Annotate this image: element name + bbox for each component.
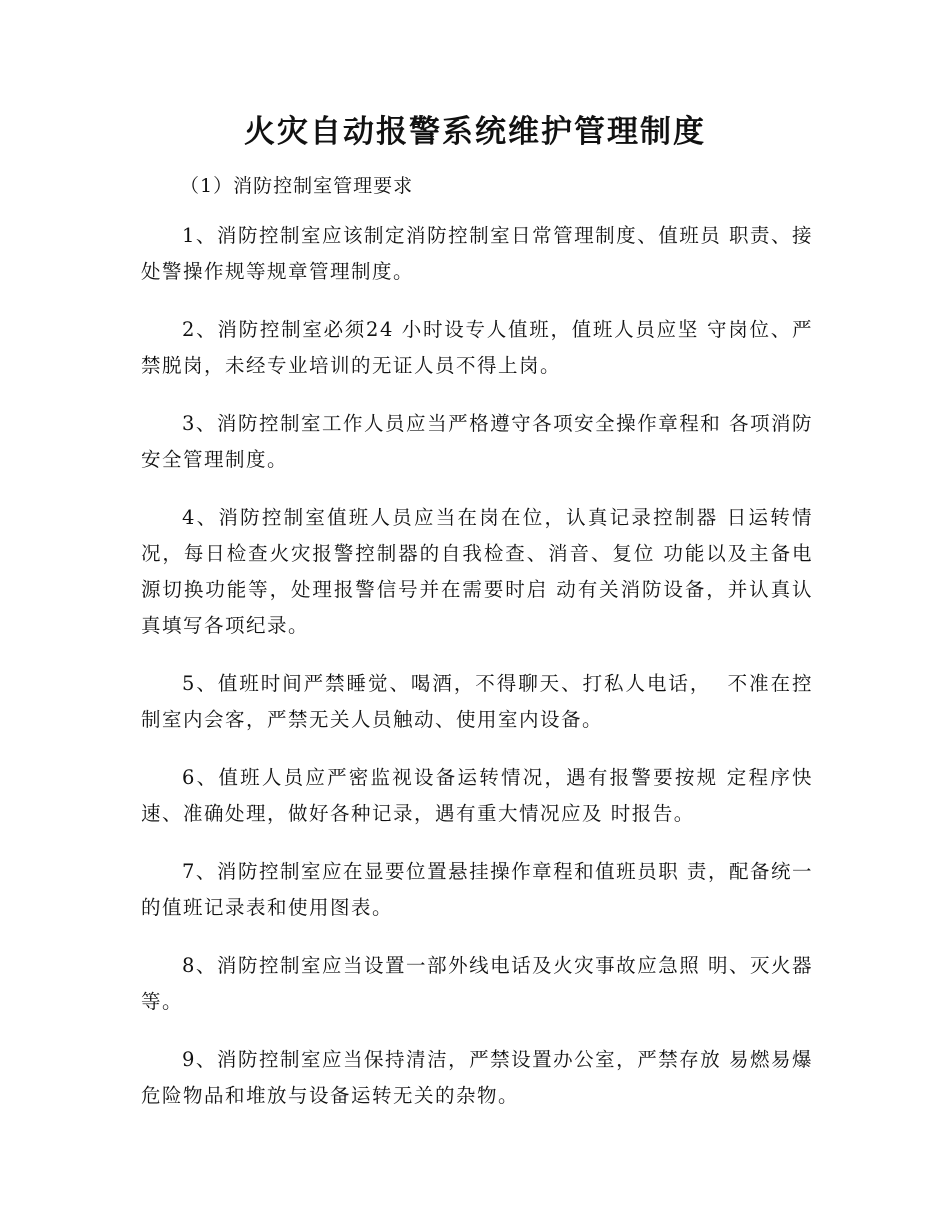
paragraph-4: 4、消防控制室值班人员应当在岗在位，认真记录控制器 日运转情况，每日检查火灾报警控制器的自我检查、消音、复位 功能以及主备电源切换功能等，处理报警信号并在需要时启 动有关消防设备，并认真认真填写各项纪录。 — [141, 506, 813, 637]
section-heading: （1）消防控制室管理要求 — [180, 175, 414, 197]
paragraph-7: 7、消防控制室应在显要位置悬挂操作章程和值班员职 责，配备统一的值班记录表和使用图表。 — [141, 860, 813, 919]
document-body — [141, 218, 813, 1136]
paragraph-9: 9、消防控制室应当保持清洁，严禁设置办公室，严禁存放 易燃易爆危险物品和堆放与设备运转无关的杂物。 — [141, 1048, 813, 1107]
paragraph-6: 6、值班人员应严密监视设备运转情况，遇有报警要按规 定程序快速、准确处理，做好各种记录，遇有重大情况应及 时报告。 — [141, 766, 813, 825]
paragraph-1: 1、消防控制室应该制定消防控制室日常管理制度、值班员 职责、接处警操作规等规章管理制度。 — [141, 224, 813, 283]
paragraph-5: 5、值班时间严禁睡觉、喝酒，不得聊天、打私人电话， 不准在控制室内会客，严禁无关人员触动、使用室内设备。 — [141, 672, 813, 731]
paragraph-3: 3、消防控制室工作人员应当严格遵守各项安全操作章程和 各项消防安全管理制度。 — [141, 412, 813, 471]
paragraph-2: 2、消防控制室必须24 小时设专人值班，值班人员应坚 守岗位、严禁脱岗，未经专业培训的无证人员不得上岗。 — [141, 318, 813, 377]
paragraph-8: 8、消防控制室应当设置一部外线电话及火灾事故应急照 明、灭火器等。 — [141, 954, 813, 1013]
document-title: 火灾自动报警系统维护管理制度 — [244, 114, 706, 150]
